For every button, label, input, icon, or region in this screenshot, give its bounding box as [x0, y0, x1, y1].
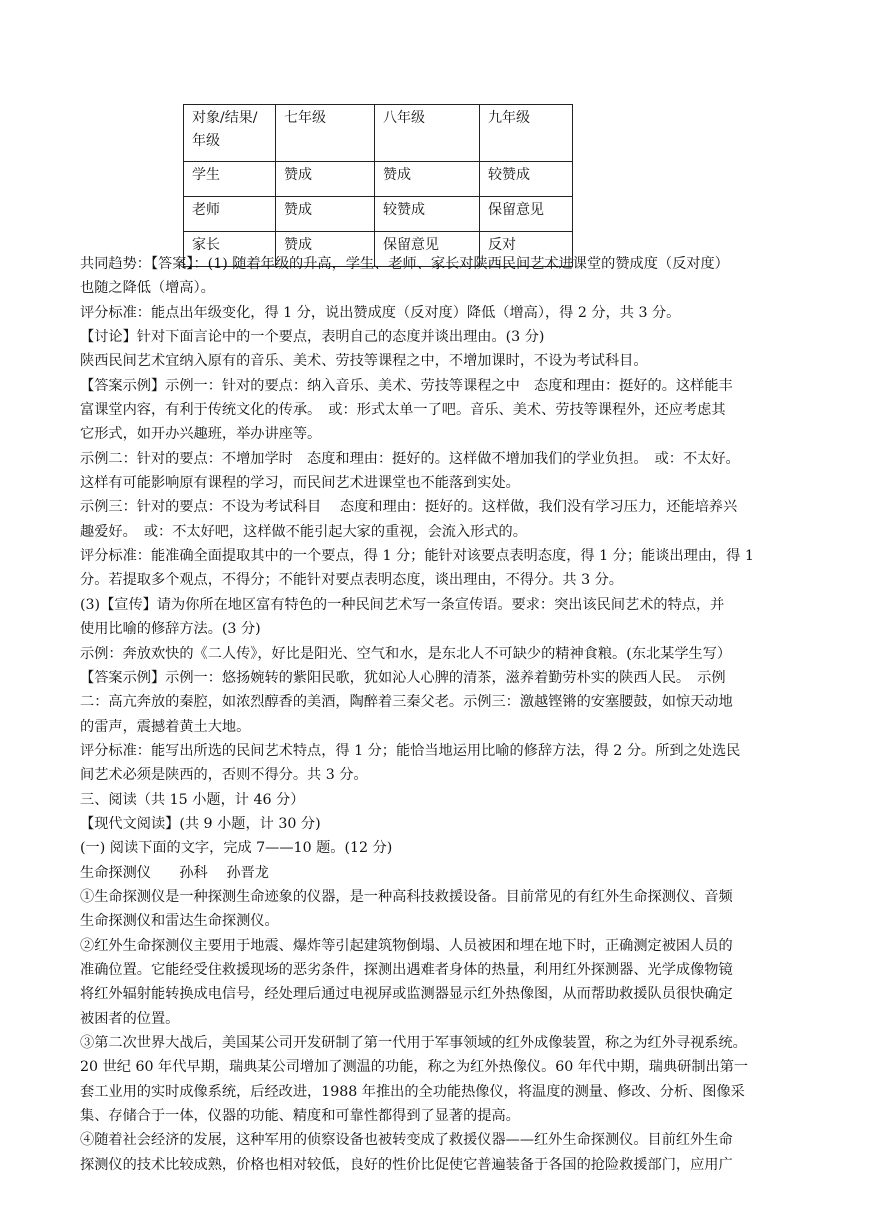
- table-cell: 保留意见: [480, 197, 573, 232]
- text-line: 探测仪的技术比较成熟，价格也相对较低，良好的性价比促使它普遍装备于各国的抢险救援部门，应用广: [80, 1156, 733, 1173]
- table-row: [184, 197, 573, 232]
- text-line: 集、存储合于一体，仪器的功能、精度和可靠性都得到了显著的提高。: [80, 1108, 520, 1125]
- table-cell: 保留意见: [375, 232, 480, 267]
- text-line: 间艺术必须是陕西的，否则不得分。共 3 分。: [80, 767, 368, 784]
- text-line: ④随着社会经济的发展，这种军用的侦察设备也被转变成了救援仪器——红外生命探测仪。目前红外生命: [80, 1132, 733, 1149]
- table-cell: 老师: [184, 197, 276, 232]
- table-cell: 赞成: [276, 197, 375, 232]
- text-line: 被困者的位置。: [80, 1010, 180, 1027]
- table-header-cell: 八年级: [375, 105, 480, 162]
- text-line: 陕西民间艺术宜纳入原有的音乐、美术、劳技等课程之中，不增加课时，不设为考试科目。: [80, 353, 648, 370]
- text-line: 示例三：针对的要点：不设为考试科目 态度和理由：挺好的。这样做，我们没有学习压力，还能培养兴: [80, 499, 738, 516]
- text-line: 也随之降低（增高）。: [80, 280, 215, 297]
- text-line: 评分标准：能准确全面提取其中的一个要点，得 1 分；能针对该要点表明态度，得 1 分；能谈出理由，得 1: [80, 548, 754, 565]
- section-heading: 【现代文阅读】(共 9 小题，计 30 分): [80, 815, 321, 832]
- text-line: 的雷声，震撼着黄土大地。: [80, 718, 251, 735]
- text-line: 富课堂内容，有利于传统文化的传承。 或：形式太单一了吧。音乐、美术、劳技等课程外，还应考虑其: [80, 402, 726, 419]
- text-line: 生命探测仪和雷达生命探测仪。: [80, 913, 279, 930]
- text-line: 评分标准：能写出所选的民间艺术特点，得 1 分；能恰当地运用比喻的修辞方法，得 2 分。所到之处选民: [80, 742, 741, 759]
- table-cell: 赞成: [276, 232, 375, 267]
- table-cell: 赞成: [276, 162, 375, 197]
- article-title: 生命探测仪 孙科 孙晋龙: [80, 864, 269, 881]
- text-line: 分。若提取多个观点，不得分；不能针对要点表明态度，谈出理由，不得分。共 3 分。: [80, 572, 623, 589]
- table-header-cell: 七年级: [276, 105, 375, 162]
- text-line: 示例二：针对的要点：不增加学时 态度和理由：挺好的。这样做不增加我们的学业负担。 或：不太好。: [80, 450, 740, 467]
- text-line: 这样有可能影响原有课程的学习，而民间艺术进课堂也不能落到实处。: [80, 475, 520, 492]
- text-line: (3)【宣传】请为你所在地区富有特色的一种民间艺术写一条宣传语。要求：突出该民间艺术的特点，并: [80, 596, 725, 613]
- section-heading: 三、阅读（共 15 小题，计 46 分）: [80, 791, 305, 808]
- text-line: 套工业用的实时成像系统，后经改进，1988 年推出的全功能热像仪，将温度的测量、修改、分析、图像采: [80, 1083, 745, 1100]
- question-instruction: (一) 阅读下面的文字，完成 7——10 题。(12 分): [80, 840, 393, 857]
- table-row: [184, 162, 573, 197]
- text-line: 【答案示例】示例一：悠扬婉转的紫阳民歌，犹如沁人心脾的清茶，滋养着勤劳朴实的陕西人民。 示例: [80, 669, 726, 686]
- text-line: 示例：奔放欢快的《二人传》，好比是阳光、空气和水，是东北人不可缺少的精神食粮。(东北某学生写）: [80, 645, 732, 662]
- table-cell: 学生: [184, 162, 276, 197]
- table-cell: 较赞成: [480, 162, 573, 197]
- table-header-cell: 对象/结果/年级: [184, 105, 276, 162]
- table-cell: 反对: [480, 232, 573, 267]
- answer-text-body: [80, 252, 800, 1177]
- text-line: 【讨论】针对下面言论中的一个要点，表明自己的态度并谈出理由。(3 分): [80, 329, 545, 346]
- text-line: ①生命探测仪是一种探测生命迹象的仪器，是一种高科技救援设备。目前常见的有红外生命探测仪、音频: [80, 888, 733, 905]
- table-cell: 家长: [184, 232, 276, 267]
- table-cell: 赞成: [375, 162, 480, 197]
- text-line: 使用比喻的修辞方法。(3 分): [80, 621, 261, 638]
- table-header-row: [184, 105, 573, 162]
- table-cell: 较赞成: [375, 197, 480, 232]
- text-line: 评分标准：能点出年级变化，得 1 分，说出赞成度（反对度）降低（增高），得 2 分，共 3 分。: [80, 304, 681, 321]
- table-header-cell: 九年级: [480, 105, 573, 162]
- text-line: 将红外辐射能转换成电信号，经处理后通过电视屏或监测器显示红外热像图，从而帮助救援队员很快确定: [80, 986, 733, 1003]
- text-line: 趣爱好。 或：不太好吧，这样做不能引起大家的重视，会流入形式的。: [80, 523, 527, 540]
- survey-table: [183, 104, 573, 267]
- text-line: ②红外生命探测仪主要用于地震、爆炸等引起建筑物倒塌、人员被困和埋在地下时，正确测定被困人员的: [80, 937, 733, 954]
- text-line: 20 世纪 60 年代早期，瑞典某公司增加了测温的功能，称之为红外热像仪。60 年代中期，瑞典研制出第一: [80, 1059, 749, 1076]
- text-line: 二：高亢奔放的秦腔，如浓烈醇香的美酒，陶醉着三秦父老。示例三：激越铿锵的安塞腰鼓，如惊天动地: [80, 694, 733, 711]
- text-line: 共同趋势：【答案】：(1) 随着年级的升高，学生、老师、家长对陕西民间艺术进课堂的赞成度（反对度）: [80, 256, 729, 272]
- text-line: 准确位置。它能经受住救援现场的恶劣条件，探测出遇难者身体的热量，利用红外探测器、光学成像物镜: [80, 961, 733, 978]
- text-line: ③第二次世界大战后，美国某公司开发研制了第一代用于军事领域的红外成像装置，称之为红外寻视系统。: [80, 1035, 747, 1051]
- text-line: 【答案示例】示例一：针对的要点：纳入音乐、美术、劳技等课程之中 态度和理由：挺好的。这样能丰: [80, 377, 733, 394]
- text-line: 它形式，如开办兴趣班，举办讲座等。: [80, 426, 322, 443]
